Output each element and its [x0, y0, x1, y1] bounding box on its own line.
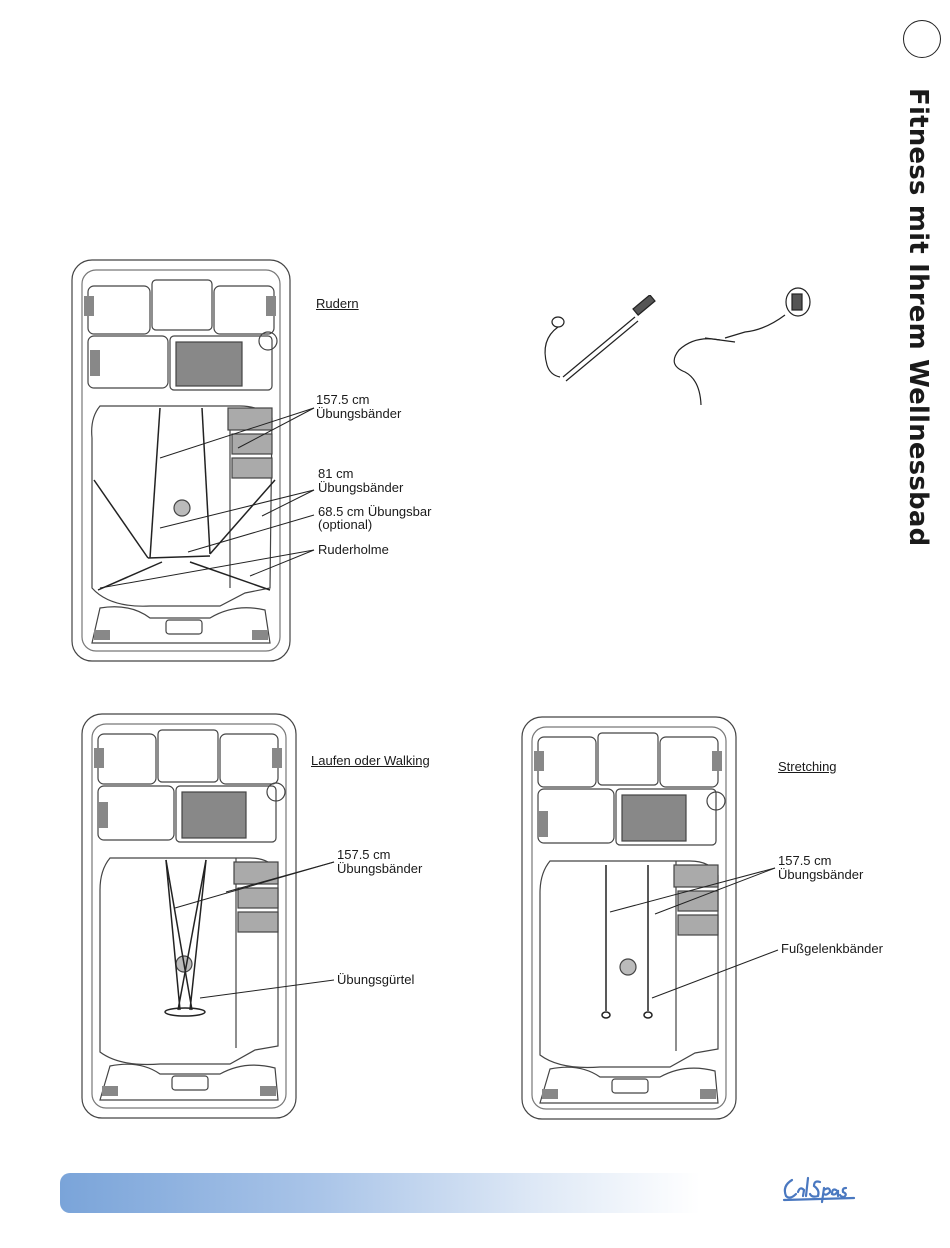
rudern-label-157-line2: Übungsbänder [316, 406, 402, 421]
footer-bar [60, 1173, 700, 1213]
laufen-label-guertel: Übungsgürtel [337, 972, 415, 987]
section-title-text: Fitness mit Ihrem Wellnessbad [903, 88, 933, 547]
stretching-label-fussgelenk: Fußgelenkbänder [781, 941, 883, 956]
stretching-label-157-line1: 157.5 cm [778, 853, 832, 868]
rudern-label-holme: Ruderholme [318, 542, 389, 557]
laufen-label-157-line2: Übungsbänder [337, 861, 423, 876]
stretching-label-157-line2: Übungsbänder [778, 867, 864, 882]
laufen-label-157-line1: 157.5 cm [337, 847, 391, 862]
stretching-title: Stretching [778, 759, 837, 774]
rudern-label-68-line2: (optional) [318, 517, 373, 532]
stretching-leader-lines [0, 700, 950, 1100]
rudern-title: Rudern [316, 296, 359, 311]
rudern-label-81-line2: Übungsbänder [318, 480, 404, 495]
rudern-label-81-line1: 81 cm [318, 466, 354, 481]
cal-spas-logo [780, 1170, 860, 1206]
ankle-strap-accessory [665, 280, 835, 410]
rowing-bar-accessory [535, 295, 665, 385]
rudern-label-68-line1: 68.5 cm Übungsbar [318, 505, 432, 519]
laufen-title: Laufen oder Walking [311, 753, 430, 768]
rudern-label-157-line1: 157.5 cm [316, 392, 370, 407]
